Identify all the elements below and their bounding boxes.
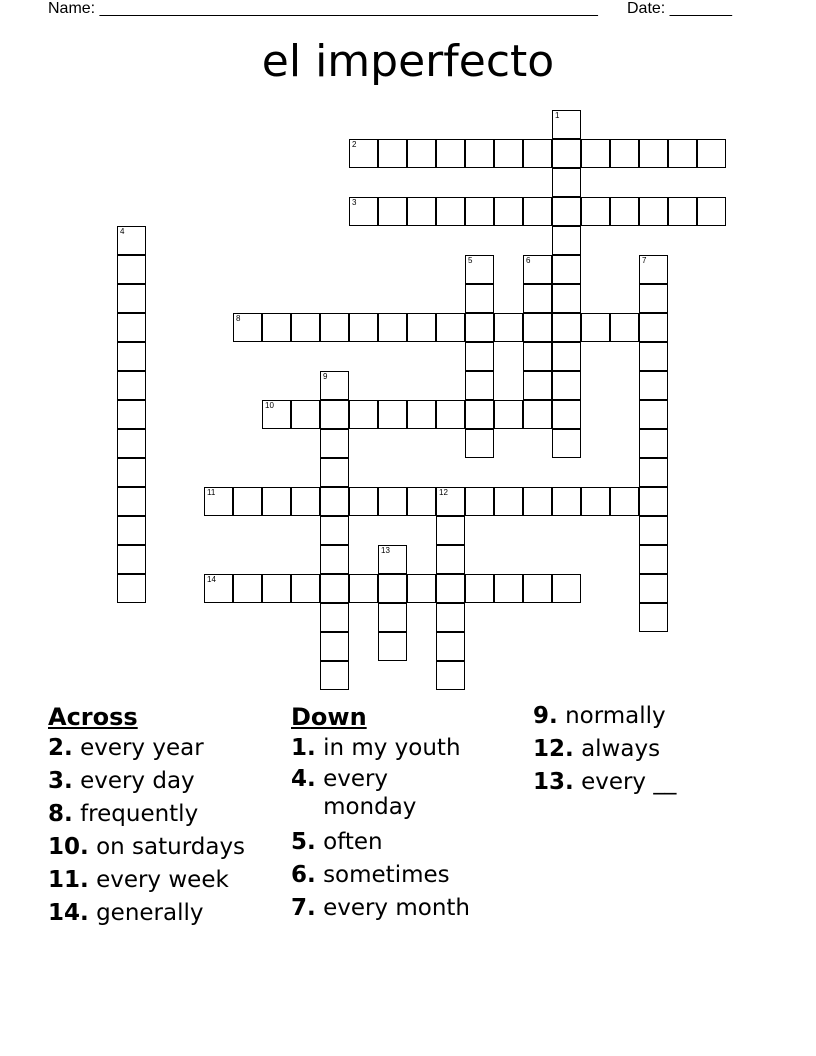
crossword-cell[interactable] [204, 487, 233, 516]
crossword-cell[interactable] [320, 429, 349, 458]
crossword-cell[interactable] [697, 197, 726, 226]
crossword-cell[interactable] [378, 313, 407, 342]
crossword-cell[interactable] [117, 400, 146, 429]
crossword-cell[interactable] [291, 400, 320, 429]
crossword-cell[interactable] [494, 313, 523, 342]
crossword-cell[interactable] [494, 574, 523, 603]
crossword-cell[interactable] [639, 342, 668, 371]
cell-number: 9 [323, 372, 328, 381]
crossword-cell[interactable] [494, 400, 523, 429]
clue-number: 14. [48, 900, 89, 926]
clue-number: 6. [291, 862, 316, 888]
crossword-cell[interactable] [320, 574, 349, 603]
crossword-cell[interactable] [291, 313, 320, 342]
crossword-cell[interactable] [320, 400, 349, 429]
crossword-cell[interactable] [552, 226, 581, 255]
crossword-cell[interactable] [465, 429, 494, 458]
crossword-cell[interactable] [552, 284, 581, 313]
clue-number: 9. [533, 703, 558, 729]
clue-across-14 [48, 897, 278, 930]
crossword-cell[interactable] [436, 632, 465, 661]
crossword-cell[interactable] [465, 574, 494, 603]
crossword-cell[interactable] [581, 197, 610, 226]
crossword-cell[interactable] [523, 255, 552, 284]
crossword-cell[interactable] [349, 197, 378, 226]
crossword-cell[interactable] [117, 429, 146, 458]
crossword-cell[interactable] [639, 197, 668, 226]
clue-number: 11. [48, 867, 89, 893]
crossword-cell[interactable] [436, 139, 465, 168]
crossword-cell[interactable] [378, 603, 407, 632]
crossword-cell[interactable] [639, 255, 668, 284]
crossword-cell[interactable] [233, 574, 262, 603]
crossword-cell[interactable] [320, 545, 349, 574]
clue-down-13 [533, 766, 763, 799]
cell-number: 10 [265, 401, 274, 410]
clue-text: frequently [80, 801, 199, 827]
crossword-cell[interactable] [552, 371, 581, 400]
across-clues [48, 702, 278, 930]
clue-down-9 [533, 700, 763, 733]
crossword-cell[interactable] [581, 487, 610, 516]
crossword-cell[interactable] [523, 139, 552, 168]
crossword-cell[interactable] [320, 632, 349, 661]
clue-text: on saturdays [96, 834, 246, 860]
crossword-cell[interactable] [494, 139, 523, 168]
clue-number: 3. [48, 768, 73, 794]
crossword-cell[interactable] [465, 313, 494, 342]
crossword-cell[interactable] [552, 342, 581, 371]
crossword-cell[interactable] [639, 429, 668, 458]
crossword-cell[interactable] [117, 458, 146, 487]
crossword-cell[interactable] [407, 400, 436, 429]
crossword-cell[interactable] [349, 487, 378, 516]
crossword-cell[interactable] [523, 197, 552, 226]
down-clues [291, 702, 511, 925]
crossword-cell[interactable] [407, 487, 436, 516]
crossword-cell[interactable] [552, 139, 581, 168]
clue-across-3 [48, 765, 278, 798]
cell-number: 4 [120, 227, 125, 236]
clue-text: every year [80, 735, 204, 761]
crossword-cell[interactable] [494, 197, 523, 226]
clue-across-2 [48, 732, 278, 765]
crossword-cell[interactable] [697, 139, 726, 168]
crossword-cell[interactable] [639, 574, 668, 603]
clue-text: always [581, 736, 661, 762]
crossword-cell[interactable] [378, 197, 407, 226]
cell-number: 11 [207, 488, 216, 497]
crossword-cell[interactable] [639, 545, 668, 574]
crossword-cell[interactable] [523, 313, 552, 342]
crossword-cell[interactable] [523, 400, 552, 429]
crossword-cell[interactable] [552, 197, 581, 226]
crossword-cell[interactable] [117, 313, 146, 342]
clue-number: 8. [48, 801, 73, 827]
crossword-cell[interactable] [378, 139, 407, 168]
crossword-cell[interactable] [523, 574, 552, 603]
crossword-cell[interactable] [117, 284, 146, 313]
crossword-cell[interactable] [465, 342, 494, 371]
clue-down-1 [291, 732, 511, 765]
crossword-cell[interactable] [320, 487, 349, 516]
crossword-cell[interactable] [378, 487, 407, 516]
cell-number: 7 [642, 256, 647, 265]
name-field-label: Name: ________________________________________________________ [48, 0, 598, 17]
clue-across-10 [48, 831, 278, 864]
crossword-cell[interactable] [378, 574, 407, 603]
crossword-cell[interactable] [639, 284, 668, 313]
crossword-cell[interactable] [117, 545, 146, 574]
puzzle-title: el imperfecto [261, 36, 555, 87]
clue-text: generally [96, 900, 204, 926]
crossword-cell[interactable] [233, 313, 262, 342]
crossword-cell[interactable] [552, 487, 581, 516]
cell-number: 12 [439, 488, 448, 497]
across-heading: Across [48, 703, 138, 731]
crossword-cell[interactable] [523, 371, 552, 400]
crossword-cell[interactable] [523, 487, 552, 516]
crossword-cell[interactable] [494, 487, 523, 516]
cell-number: 14 [207, 575, 216, 584]
crossword-cell[interactable] [378, 632, 407, 661]
crossword-cell[interactable] [262, 487, 291, 516]
cell-number: 13 [381, 546, 390, 555]
crossword-cell[interactable] [117, 574, 146, 603]
clue-number: 10. [48, 834, 89, 860]
crossword-cell[interactable] [639, 516, 668, 545]
crossword-cell[interactable] [349, 400, 378, 429]
crossword-cell[interactable] [639, 400, 668, 429]
crossword-cell[interactable] [523, 342, 552, 371]
crossword-cell[interactable] [436, 400, 465, 429]
crossword-cell[interactable] [349, 313, 378, 342]
crossword-cell[interactable] [552, 255, 581, 284]
crossword-cell[interactable] [291, 574, 320, 603]
crossword-cell[interactable] [465, 371, 494, 400]
crossword-cell[interactable] [436, 603, 465, 632]
crossword-cell[interactable] [320, 516, 349, 545]
crossword-cell[interactable] [378, 400, 407, 429]
crossword-cell[interactable] [610, 139, 639, 168]
clue-number: 12. [533, 736, 574, 762]
crossword-cell[interactable] [320, 661, 349, 690]
crossword-cell[interactable] [407, 574, 436, 603]
crossword-cell[interactable] [552, 400, 581, 429]
crossword-cell[interactable] [407, 313, 436, 342]
crossword-cell[interactable] [552, 429, 581, 458]
crossword-cell[interactable] [262, 313, 291, 342]
crossword-cell[interactable] [436, 516, 465, 545]
crossword-cell[interactable] [639, 458, 668, 487]
clue-number: 2. [48, 735, 73, 761]
crossword-cell[interactable] [610, 313, 639, 342]
crossword-cell[interactable] [581, 139, 610, 168]
clue-down-4 [291, 765, 511, 821]
clue-down-6 [291, 859, 511, 892]
cell-number: 3 [352, 198, 357, 207]
clue-text: every month [323, 895, 471, 921]
down-heading: Down [291, 703, 367, 731]
crossword-cell[interactable] [117, 487, 146, 516]
crossword-cell[interactable] [523, 284, 552, 313]
crossword-cell[interactable] [320, 458, 349, 487]
crossword-cell[interactable] [465, 255, 494, 284]
crossword-cell[interactable] [117, 516, 146, 545]
clue-text: normally [565, 703, 666, 729]
crossword-cell[interactable] [436, 661, 465, 690]
crossword-cell[interactable] [581, 313, 610, 342]
clue-number: 1. [291, 735, 316, 761]
date-field-label: Date: _______ [627, 0, 732, 17]
crossword-cell[interactable] [204, 574, 233, 603]
crossword-cell[interactable] [436, 197, 465, 226]
clue-number: 4. [291, 766, 316, 792]
clue-text: in my youth [323, 735, 461, 761]
cell-number: 2 [352, 140, 357, 149]
clue-text: often [323, 829, 383, 855]
crossword-cell[interactable] [465, 400, 494, 429]
crossword-cell[interactable] [552, 110, 581, 139]
crossword-cell[interactable] [639, 313, 668, 342]
crossword-cell[interactable] [117, 371, 146, 400]
clue-number: 13. [533, 769, 574, 795]
crossword-cell[interactable] [668, 139, 697, 168]
crossword-cell[interactable] [639, 139, 668, 168]
crossword-cell[interactable] [639, 371, 668, 400]
down-clues-continued [533, 700, 763, 799]
cell-number: 1 [555, 111, 560, 120]
crossword-cell[interactable] [465, 197, 494, 226]
crossword-cell[interactable] [610, 487, 639, 516]
crossword-cell[interactable] [407, 139, 436, 168]
crossword-cell[interactable] [639, 603, 668, 632]
clue-down-7 [291, 892, 511, 925]
crossword-cell[interactable] [552, 168, 581, 197]
crossword-cell[interactable] [436, 574, 465, 603]
crossword-cell[interactable] [436, 313, 465, 342]
crossword-cell[interactable] [465, 487, 494, 516]
crossword-cell[interactable] [436, 545, 465, 574]
crossword-cell[interactable] [117, 226, 146, 255]
crossword-cell[interactable] [639, 487, 668, 516]
crossword-cell[interactable] [117, 342, 146, 371]
clue-across-8 [48, 798, 278, 831]
crossword-cell[interactable] [668, 197, 697, 226]
clue-down-5 [291, 826, 511, 859]
crossword-cell[interactable] [320, 313, 349, 342]
crossword-cell[interactable] [320, 371, 349, 400]
crossword-cell[interactable] [552, 313, 581, 342]
crossword-cell[interactable] [349, 139, 378, 168]
clue-text: every monday [323, 766, 417, 820]
crossword-cell[interactable] [552, 574, 581, 603]
clue-across-11 [48, 864, 278, 897]
crossword-cell[interactable] [436, 487, 465, 516]
cell-number: 8 [236, 314, 241, 323]
cell-number: 5 [468, 256, 473, 265]
crossword-cell[interactable] [117, 255, 146, 284]
crossword-cell[interactable] [407, 197, 436, 226]
crossword-cell[interactable] [262, 400, 291, 429]
clue-number: 7. [291, 895, 316, 921]
clue-text: every day [80, 768, 195, 794]
crossword-cell[interactable] [465, 284, 494, 313]
crossword-cell[interactable] [291, 487, 320, 516]
crossword-cell[interactable] [465, 139, 494, 168]
clue-number: 5. [291, 829, 316, 855]
crossword-cell[interactable] [320, 603, 349, 632]
clue-text: sometimes [323, 862, 450, 888]
clue-down-12 [533, 733, 763, 766]
clue-text: every week [96, 867, 229, 893]
crossword-cell[interactable] [233, 487, 262, 516]
crossword-cell[interactable] [262, 574, 291, 603]
crossword-cell[interactable] [349, 574, 378, 603]
cell-number: 6 [526, 256, 531, 265]
crossword-cell[interactable] [610, 197, 639, 226]
crossword-cell[interactable] [378, 545, 407, 574]
clue-text: every __ [581, 769, 677, 795]
